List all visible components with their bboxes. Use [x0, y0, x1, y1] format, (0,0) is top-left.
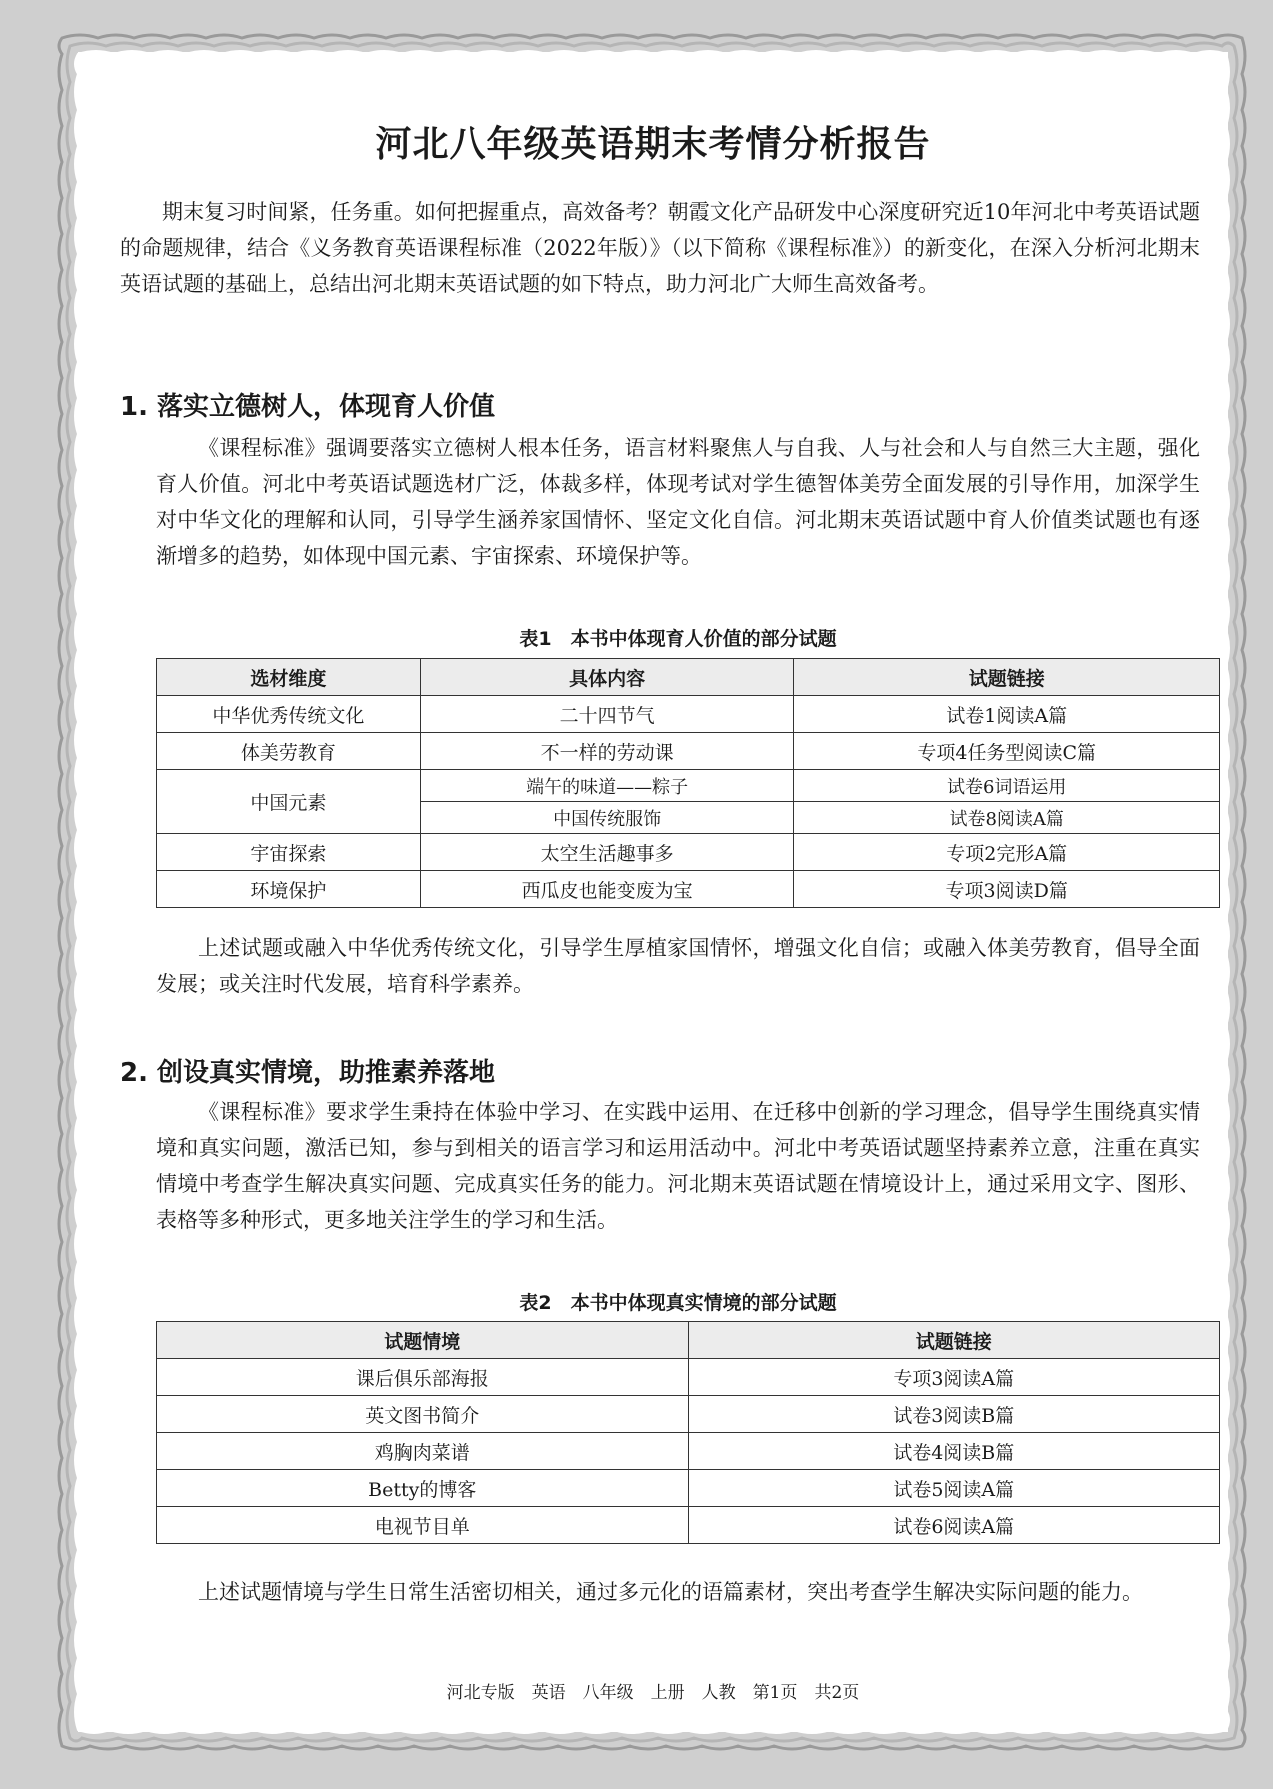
- table-row: [157, 770, 1220, 802]
- table-header-row: [157, 1322, 1220, 1359]
- table-cell-dimension: 中国元素: [157, 770, 421, 834]
- page-title: 河北八年级英语期末考情分析报告: [375, 124, 931, 165]
- table-row: [157, 733, 1220, 770]
- table-cell-link: 专项4任务型阅读C篇: [794, 733, 1220, 770]
- table-cell-link: 专项3阅读A篇: [688, 1359, 1219, 1396]
- intro-paragraph: 期末复习时间紧，任务重。如何把握重点，高效备考？朝霞文化产品研发中心深度研究近10年河北中考英语试题的命题规律，结合《义务教育英语课程标准（2022年版）》（以下简称《课程标准》）的新变化，在深入分析河北期末英语试题的基础上，总结出河北期末英语试题的如下特点，助力河北广大师生高效备考。: [120, 200, 1200, 296]
- table-1-caption: 表1 本书中体现育人价值的部分试题: [519, 628, 837, 650]
- table-row: [157, 871, 1220, 908]
- section-2-paragraph: 《课程标准》要求学生秉持在体验中学习、在实践中运用、在迁移中创新的学习理念，倡导学生围绕真实情境和真实问题，激活已知，参与到相关的语言学习和运用活动中。河北中考英语试题坚持素养立意，注重在真实情境中考查学生解决真实问题、完成真实任务的能力。河北期末英语试题在情境设计上，通过采用文字、图形、表格等多种形式，更多地关注学生的学习和生活。: [156, 1100, 1200, 1232]
- table-cell-link: 专项2完形A篇: [794, 834, 1220, 871]
- table-row: [157, 834, 1220, 871]
- page-footer: 河北专版 英语 八年级 上册 人教 第1页 共2页: [446, 1683, 860, 1703]
- table-cell-context: Betty的博客: [157, 1470, 689, 1507]
- table-header-cell: 试题情境: [157, 1322, 689, 1359]
- table-2-caption: 表2 本书中体现真实情境的部分试题: [519, 1292, 837, 1314]
- table-cell-link: 试卷6阅读A篇: [688, 1507, 1219, 1544]
- table-cell-content: 太空生活趣事多: [420, 834, 794, 871]
- table-cell-context: 英文图书简介: [157, 1396, 689, 1433]
- table-cell-link: 专项3阅读D篇: [794, 871, 1220, 908]
- table-cell-link: 试卷1阅读A篇: [794, 696, 1220, 733]
- table-header-cell: 选材维度: [157, 659, 421, 696]
- table-cell-link: 试卷8阅读A篇: [794, 802, 1220, 834]
- section-2-conclusion: 上述试题情境与学生日常生活密切相关，通过多元化的语篇素材，突出考查学生解决实际问题的能力。: [198, 1580, 1143, 1604]
- table-cell-context: 电视节目单: [157, 1507, 689, 1544]
- table-cell-content: 不一样的劳动课: [420, 733, 794, 770]
- table-cell-content: 中国传统服饰: [420, 802, 794, 834]
- table-cell-link: 试卷4阅读B篇: [688, 1433, 1219, 1470]
- table-2: [156, 1321, 1220, 1544]
- table-cell-context: 课后俱乐部海报: [157, 1359, 689, 1396]
- table-row: [157, 1470, 1220, 1507]
- section-1-heading: 1. 落实立德树人，体现育人价值: [120, 392, 496, 422]
- table-row: [157, 1396, 1220, 1433]
- section-1-conclusion: 上述试题或融入中华优秀传统文化，引导学生厚植家国情怀，增强文化自信；或融入体美劳教育，倡导全面发展；或关注时代发展，培育科学素养。: [156, 936, 1200, 996]
- table-cell-link: 试卷3阅读B篇: [688, 1396, 1219, 1433]
- table-cell-dimension: 中华优秀传统文化: [157, 696, 421, 733]
- page: [78, 52, 1228, 1732]
- table-1: [156, 658, 1220, 908]
- table-row: [157, 1507, 1220, 1544]
- table-row: [157, 1433, 1220, 1470]
- table-cell-link: 试卷6词语运用: [794, 770, 1220, 802]
- table-header-row: [157, 659, 1220, 696]
- table-header-cell: 具体内容: [420, 659, 794, 696]
- table-cell-content: 西瓜皮也能变废为宝: [420, 871, 794, 908]
- table-header-cell: 试题链接: [794, 659, 1220, 696]
- section-1-paragraph: 《课程标准》强调要落实立德树人根本任务，语言材料聚焦人与自我、人与社会和人与自然三大主题，强化育人价值。河北中考英语试题选材广泛，体裁多样，体现考试对学生德智体美劳全面发展的引导作用，加深学生对中华文化的理解和认同，引导学生涵养家国情怀、坚定文化自信。河北期末英语试题中育人价值类试题也有逐渐增多的趋势，如体现中国元素、宇宙探索、环境保护等。: [156, 436, 1200, 568]
- table-cell-context: 鸡胸肉菜谱: [157, 1433, 689, 1470]
- table-cell-link: 试卷5阅读A篇: [688, 1470, 1219, 1507]
- section-2-heading: 2. 创设真实情境，助推素养落地: [120, 1058, 496, 1088]
- table-cell-dimension: 宇宙探索: [157, 834, 421, 871]
- table-row: [157, 1359, 1220, 1396]
- table-cell-dimension: 体美劳教育: [157, 733, 421, 770]
- table-header-cell: 试题链接: [688, 1322, 1219, 1359]
- table-row: [157, 696, 1220, 733]
- table-cell-content: 二十四节气: [420, 696, 794, 733]
- table-cell-dimension: 环境保护: [157, 871, 421, 908]
- table-cell-content: 端午的味道——粽子: [420, 770, 794, 802]
